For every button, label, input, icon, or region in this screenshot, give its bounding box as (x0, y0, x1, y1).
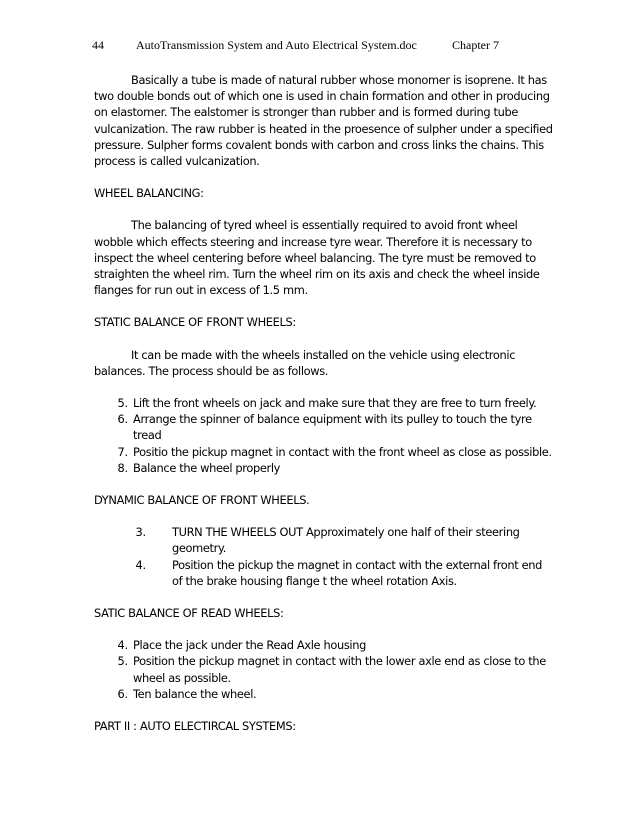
list-static-front (94, 395, 554, 476)
list-item: 5. Lift the front wheels on jack and make sure that they are free to turn freely. (131, 395, 554, 411)
document-title: AutoTransmission System and Auto Electrical System.doc (136, 38, 417, 52)
chapter-label: Chapter 7 (452, 38, 499, 52)
heading-wheel-balancing: WHEEL BALANCING: (94, 186, 204, 201)
list-item: 4. Place the jack under the Read Axle housing (131, 637, 554, 653)
list-item: 3. TURN THE WHEELS OUT Approximately one half of their steering geometry. (149, 524, 554, 556)
body-text (94, 72, 554, 750)
list-item: 5. Position the pickup magnet in contact with the lower axle end as close to the wheel as possible. (131, 653, 554, 685)
paragraph-static-front: It can be made with the wheels installed on the vehicle using electronic balances. The process should be as follows. (94, 347, 516, 378)
list-item: 6. Arrange the spinner of balance equipment with its pulley to touch the tyre tread (131, 411, 554, 443)
paragraph-tube: Basically a tube is made of natural rubber whose monomer is isoprene. It has two double bonds out of which one is used in chain formation and other in producing on elastomer. The ealstomer is stronger than rubber and is formed during tube vulcanization. The raw rubber is heated in the proesence of sulpher under a specified pressure. Sulpher forms covalent bonds with carbon and cross links the chains. This process is called vulcanization. (94, 73, 553, 169)
list-dynamic-front (94, 524, 554, 589)
heading-part-two: PART II : AUTO ELECTIRCAL SYSTEMS: (94, 719, 296, 734)
list-item: 4. Position the pickup the magnet in contact with the external front end of the brake housing flange t the wheel rotation Axis. (149, 557, 554, 589)
heading-static-rear: SATIC BALANCE OF READ WHEELS: (94, 606, 284, 621)
paragraph-wheel-balancing: The balancing of tyred wheel is essentially required to avoid front wheel wobble which effects steering and increase tyre wear. Therefore it is necessary to inspect the wheel centering before wheel balancing. The tyre must be removed to straighten the wheel rim. Turn the wheel rim on its axis and check the wheel inside flanges for run out in excess of 1.5 mm. (94, 218, 540, 298)
list-item: 6. Ten balance the wheel. (131, 686, 554, 702)
heading-static-front: STATIC BALANCE OF FRONT WHEELS: (94, 315, 296, 330)
heading-dynamic-front: DYNAMIC BALANCE OF FRONT WHEELS. (94, 493, 310, 508)
list-static-rear (94, 637, 554, 702)
page-number: 44 (92, 38, 104, 52)
list-item: 8. Balance the wheel properly (131, 460, 554, 476)
list-item: 7. Positio the pickup magnet in contact with the front wheel as close as possible. (131, 444, 554, 460)
